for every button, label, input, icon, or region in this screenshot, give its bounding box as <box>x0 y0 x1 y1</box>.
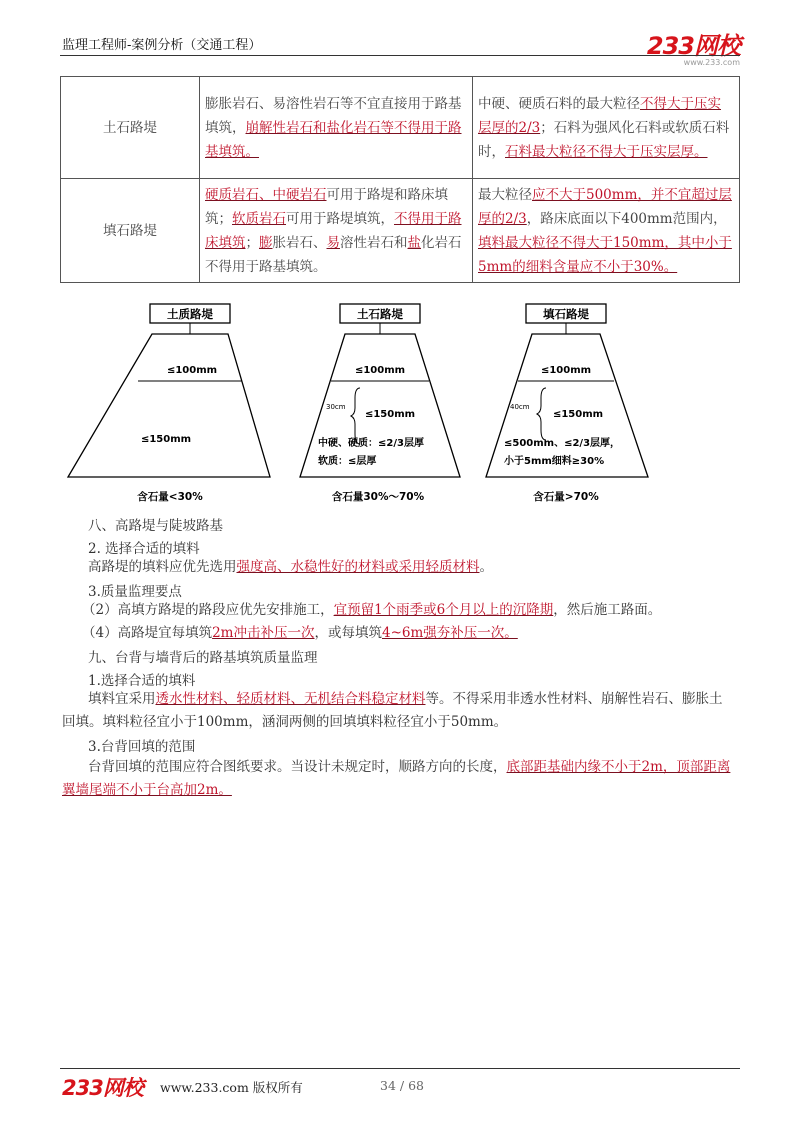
top-layer-size: ≤100mm <box>540 365 592 376</box>
highlighted-text: 崩解性岩石和盐化岩石等不得用于路基填筑。 <box>205 119 462 160</box>
highlighted-text: 盐 <box>407 234 421 251</box>
rich-cell <box>473 77 740 179</box>
highlighted-text: 易 <box>326 234 340 251</box>
text-span: 可用于路堤填筑， <box>286 210 394 227</box>
text-span: （4）高路堤宜每填筑 <box>82 625 213 641</box>
text-span: （2）高填方路堤的路段应优先安排施工， <box>82 602 334 618</box>
diagram-soil-embankment <box>68 304 270 503</box>
rich-cell <box>200 77 473 179</box>
text-span: 高路堤的填料应优先选用 <box>88 559 237 575</box>
text-span: 等。不得采用非透水性材料、崩解性岩石、膨胀土回填。填料粒径宜小于100mm，涵洞两侧的回填填料粒径宜小于50mm。 <box>62 691 723 730</box>
footer-logo: 233网校 <box>62 1076 143 1100</box>
text-span: 胀岩石、 <box>272 234 327 251</box>
diagram-note: 软质：≤层厚 <box>318 456 377 467</box>
diagram-label: 土石路堤 <box>357 307 403 321</box>
highlighted-text: 应不大于500mm，并不宜超过层厚的2/3 <box>478 186 732 227</box>
highlighted-text: 膨 <box>259 234 273 251</box>
brand-logo <box>647 26 740 67</box>
diagram-rock-fill-embankment <box>486 304 648 503</box>
text-span: ，然后施工路面。 <box>553 602 662 618</box>
page-number: 34 / 68 <box>380 1078 424 1093</box>
text-span: 。 <box>479 559 493 575</box>
rich-cell <box>473 179 740 283</box>
mid-layer-size: ≤150mm <box>364 409 416 420</box>
subsection-heading: 2. 选择合适的填料 <box>88 541 200 557</box>
embankment-diagrams <box>60 294 740 516</box>
highlighted-text: 透水性材料、轻质材料、无机结合料稳定材料 <box>155 691 426 707</box>
row-name: 土石路堤 <box>61 77 200 179</box>
table-row <box>61 179 740 283</box>
row-name: 填石路堤 <box>61 179 200 283</box>
highlighted-text: 填料最大粒径不得大于150mm，其中小于5mm的细料含量应不小于30%。 <box>478 234 732 275</box>
subsection-heading: 3.台背回填的范围 <box>88 739 196 755</box>
stone-content-caption: 含石量>70% <box>533 491 599 503</box>
document-header-title: 监理工程师-案例分析（交通工程） <box>62 38 262 53</box>
highlighted-text: 硬质岩石、中硬岩石 <box>205 186 327 203</box>
highlighted-text: 强度高、水稳性好的材料或采用轻质材料 <box>236 559 480 575</box>
text-span: 填料宜采用 <box>88 691 156 707</box>
logo-text: 233网校 <box>646 32 740 60</box>
paragraph <box>62 756 732 802</box>
mid-layer-size: ≤150mm <box>552 409 604 420</box>
subsection-heading: 3.质量监理要点 <box>88 584 182 600</box>
paragraph <box>62 599 732 622</box>
logo-url: www.233.com <box>683 58 740 67</box>
highlighted-text: 不得用于路床填筑 <box>205 210 462 251</box>
highlighted-text: 4~6m强夯补压一次。 <box>381 625 518 641</box>
table-row <box>61 77 740 179</box>
text-span: ，或每填筑 <box>314 625 382 641</box>
layer-depth: 40cm <box>510 403 530 411</box>
footer-copyright: www.233.com 版权所有 <box>160 1080 303 1095</box>
diagram-label: 填石路堤 <box>543 307 589 321</box>
diagram-note: 中硬、硬质：≤2/3层厚 <box>318 438 424 449</box>
diagram-soil-rock-embankment <box>300 304 460 503</box>
section-heading: 九、台背与墙背后的路基填筑质量监理 <box>88 650 318 666</box>
text-span: 可用于路堤和路床填筑； <box>205 186 448 227</box>
fill-material-table <box>60 76 740 283</box>
highlighted-text: 不得大于压实层厚的2/3 <box>478 95 721 136</box>
highlighted-text: 宜预留1个雨季或6个月以上的沉降期 <box>333 602 554 618</box>
section-heading: 八、高路堤与陡坡路基 <box>88 518 223 534</box>
paragraph <box>62 556 732 579</box>
text-span: 中硬、硬质石料的最大粒径 <box>478 95 640 112</box>
highlighted-text: 底部距基础内缘不小于2m，顶部距离翼墙尾端不小于台高加2m。 <box>62 759 731 798</box>
text-span: ； <box>245 234 259 251</box>
stone-content-caption: 含石量30%～70% <box>331 491 425 503</box>
paragraph <box>62 622 732 645</box>
diagram-note: ≤500mm、≤2/3层厚， <box>504 438 621 449</box>
text-span: ；石料为强风化石料或软质石料时， <box>478 119 730 160</box>
stone-content-caption: 含石量<30% <box>137 491 203 503</box>
bottom-layer-size: ≤150mm <box>140 434 192 445</box>
text-span: 最大粒径 <box>478 186 532 203</box>
highlighted-text: 石料最大粒径不得大于压实层厚。 <box>505 143 708 160</box>
subsection-heading: 1.选择合适的填料 <box>88 673 196 689</box>
paragraph <box>62 688 732 734</box>
trapezoid <box>68 334 270 477</box>
text-span: 台背回填的范围应符合图纸要求。当设计未规定时，顺路方向的长度， <box>88 759 507 775</box>
text-span: ，路床底面以下400mm范围内， <box>526 210 727 227</box>
highlighted-text: 软质岩石 <box>232 210 286 227</box>
text-span: 膨胀岩石、易溶性岩石等不宜直接用于路基填筑， <box>205 95 462 136</box>
diagram-note: 小于5mm细料≥30% <box>504 456 605 467</box>
rich-cell <box>200 179 473 283</box>
footer-divider <box>60 1068 740 1069</box>
diagram-label: 土质路堤 <box>167 307 213 321</box>
top-layer-size: ≤100mm <box>166 365 218 376</box>
header-divider <box>60 55 740 56</box>
top-layer-size: ≤100mm <box>354 365 406 376</box>
text-span: 溶性岩石和 <box>340 234 408 251</box>
layer-depth: 30cm <box>326 403 346 411</box>
highlighted-text: 2m冲击补压一次 <box>212 625 315 641</box>
text-span: 化岩石不得用于路基填筑。 <box>205 234 462 275</box>
